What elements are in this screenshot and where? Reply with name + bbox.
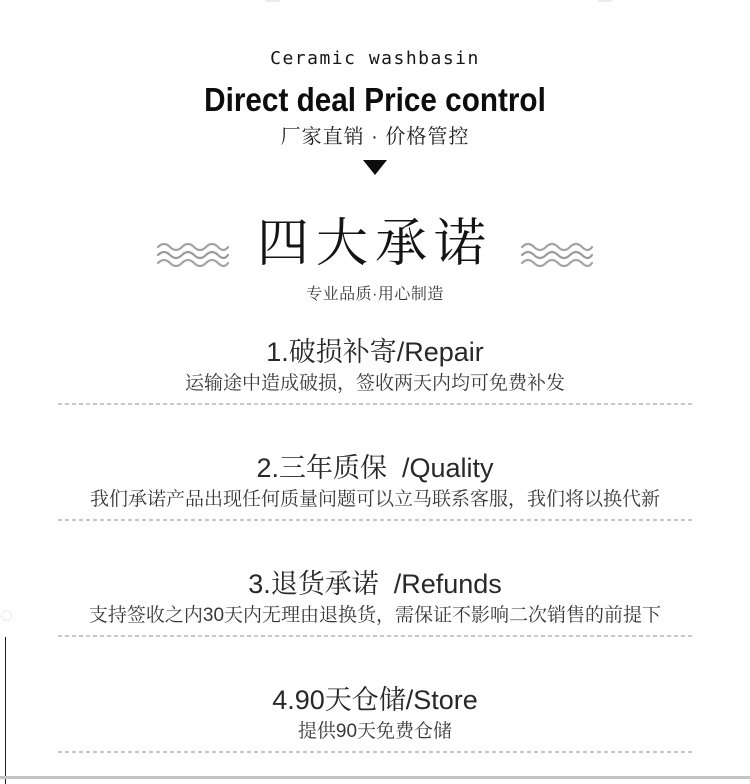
promise-item-refunds bbox=[0, 567, 750, 637]
promise-title: 4.90天仓储/Store bbox=[272, 685, 478, 715]
banner-header bbox=[0, 46, 750, 175]
section-title: 四大承诺 bbox=[256, 216, 493, 273]
promise-item-store bbox=[0, 683, 750, 753]
promise-section-header bbox=[0, 205, 750, 285]
promise-description: 提供90天免费仓储 bbox=[297, 721, 453, 742]
dashed-divider bbox=[58, 403, 692, 405]
tagline-chinese: 厂家直销 · 价格管控 bbox=[280, 126, 470, 148]
wave-right-icon bbox=[521, 243, 593, 274]
dashed-divider bbox=[58, 751, 692, 753]
dashed-divider bbox=[58, 635, 692, 637]
promise-description: 支持签收之内30天内无理由退换货，需保证不影响二次销售的前提下 bbox=[88, 605, 662, 626]
wave-left-icon bbox=[157, 243, 229, 274]
promise-description: 我们承诺产品出现任何质量问题可以立马联系客服，我们将以换代新 bbox=[89, 489, 660, 510]
tagline-english: Ceramic washbasin bbox=[270, 48, 480, 69]
left-edge-artifact-line bbox=[5, 637, 6, 784]
triangle-down-icon bbox=[363, 160, 387, 175]
top-edge-artifact bbox=[598, 0, 612, 2]
promise-title: 3.退货承诺 /Refunds bbox=[248, 569, 502, 599]
promise-item-quality bbox=[0, 451, 750, 521]
promise-item-repair bbox=[0, 335, 750, 405]
promise-title: 2.三年质保 /Quality bbox=[256, 453, 494, 483]
promise-list bbox=[0, 335, 750, 753]
dashed-divider bbox=[58, 519, 692, 521]
section-subtitle: 专业品质·用心制造 bbox=[306, 286, 444, 303]
bottom-section-divider bbox=[0, 776, 750, 779]
promise-title: 1.破损补寄/Repair bbox=[266, 337, 484, 367]
top-edge-artifact bbox=[266, 0, 280, 2]
promise-description: 运输途中造成破损，签收两天内均可免费补发 bbox=[184, 373, 565, 394]
banner-title: Direct deal Price control bbox=[204, 81, 546, 118]
left-edge-artifact-ring bbox=[1, 610, 12, 621]
